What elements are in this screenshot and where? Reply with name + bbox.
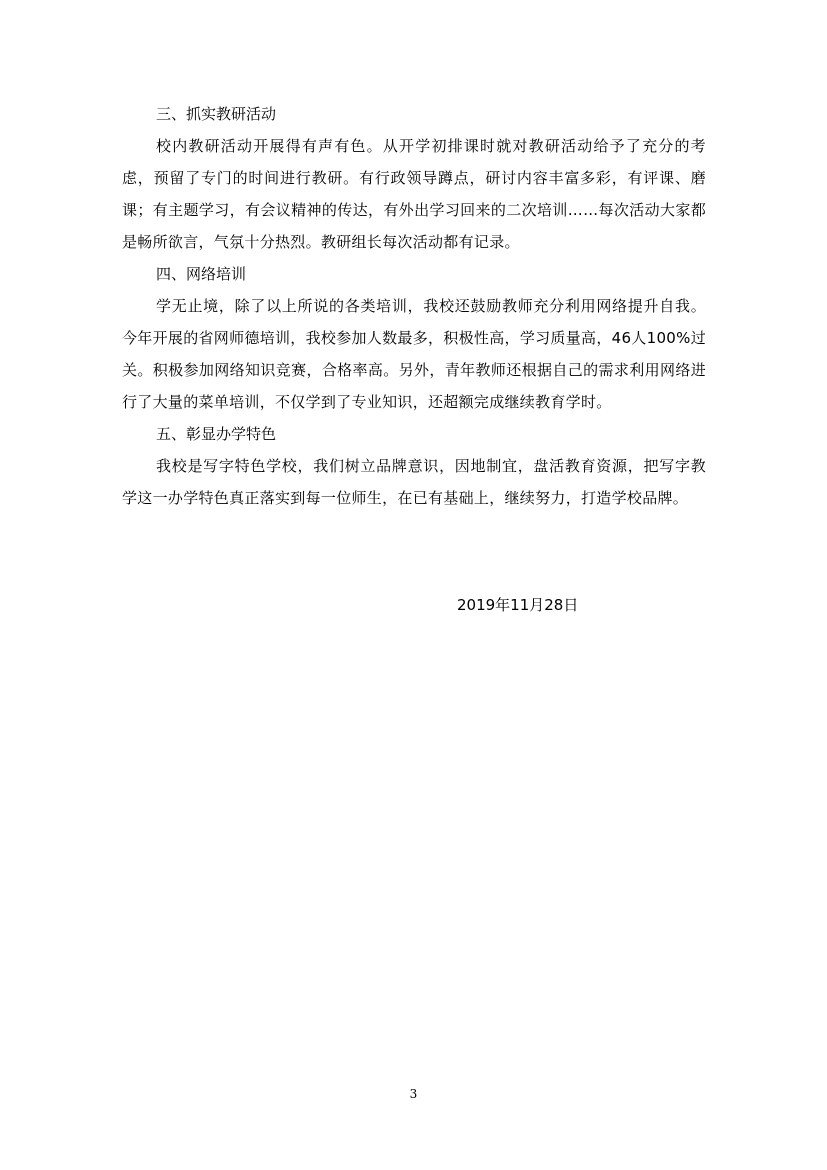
- document-body: [122, 98, 706, 514]
- section-paragraph-school-feature: 我校是写字特色学校，我们树立品牌意识，因地制宜，盘活教育资源，把写字教学这一办学特色真正落实到每一位师生，在已有基础上，继续努力，打造学校品牌。: [122, 457, 706, 507]
- page-number: 3: [409, 1087, 418, 1101]
- section-heading-school-feature: 五、彰显办学特色: [156, 425, 277, 443]
- section-paragraph-network-training: 学无止境，除了以上所说的各类培训，我校还鼓励教师充分利用网络提升自我。今年开展的省网师德培训，我校参加人数最多，积极性高，学习质量高，46人100%过关。积极参加网络知识竞赛，合格率高。另外，青年教师还根据自己的需求利用网络进行了大量的菜单培训，不仅学到了专业知识，还超额完成继续教育学时。: [122, 297, 706, 411]
- section-heading-network-training: 四、网络培训: [156, 265, 247, 283]
- section-heading-teaching-research: 三、抓实教研活动: [156, 105, 277, 123]
- section-paragraph-teaching-research: 校内教研活动开展得有声有色。从开学初排课时就对教研活动给予了充分的考虑，预留了专门的时间进行教研。有行政领导蹲点，研讨内容丰富多彩，有评课、磨课；有主题学习，有会议精神的传达，有外出学习回来的二次培训……每次活动大家都是畅所欲言，气氛十分热烈。教研组长每次活动都有记录。: [122, 137, 706, 251]
- document-date: 2019年11月28日: [457, 596, 579, 614]
